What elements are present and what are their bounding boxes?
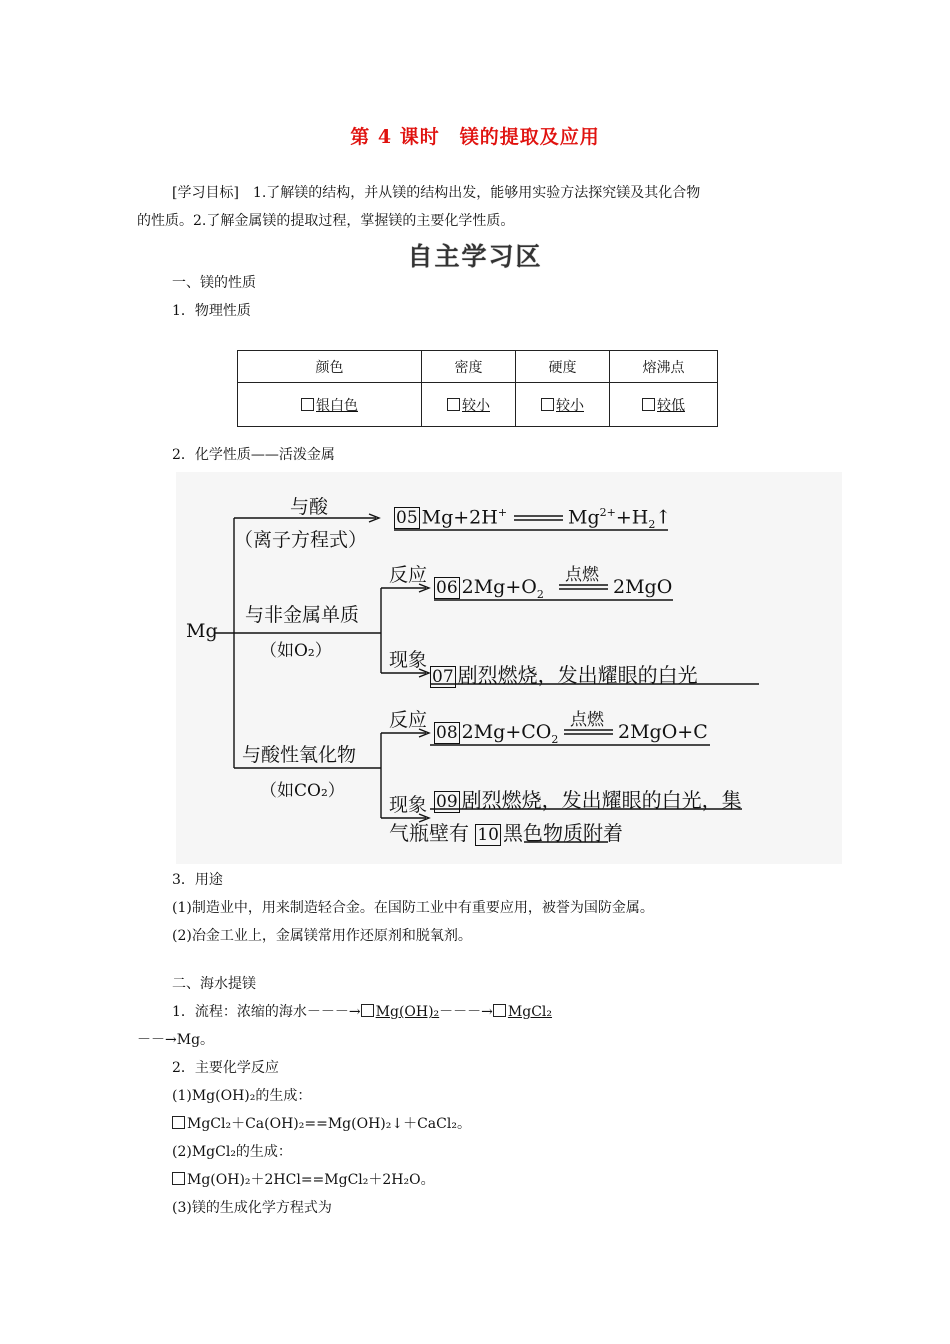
- answer-box-icon: [447, 398, 460, 411]
- nonmetal-sub: （如O₂）: [260, 641, 332, 661]
- ignition-condition: 点燃: [565, 565, 599, 585]
- reaction-label: 反应: [389, 564, 428, 586]
- reaction3-title: (3)镁的生成化学方程式为: [172, 1200, 332, 1216]
- blank-number: 07: [432, 667, 454, 687]
- co2-product: 2MgO+C: [618, 721, 708, 743]
- up-arrow-icon: ↑: [655, 506, 672, 529]
- use-1: (1)制造业中，用来制造轻合金。在国防工业中有重要应用，被誉为国防金属。: [172, 900, 654, 916]
- co2-phenomenon-line1: 09 剧烈燃烧，发出耀眼的白光，集: [436, 788, 742, 812]
- answer-box-icon: [172, 1172, 185, 1185]
- reaction1-equation: MgCl₂＋Ca(OH)₂==Mg(OH)₂↓＋CaCl₂。: [172, 1113, 471, 1133]
- table-header: 硬度: [516, 351, 610, 383]
- blank-number: 05: [396, 508, 418, 529]
- learning-goals-line2: 的性质。2.了解金属镁的提取过程，掌握镁的主要化学性质。: [137, 213, 515, 229]
- flow-line1: 1．流程：浓缩的海水－－－→ Mg(OH)₂－－－→ MgCl₂: [172, 1004, 553, 1020]
- answer-box-icon: [301, 398, 314, 411]
- table-cell: 较小: [516, 383, 610, 427]
- phenomenon-label-2: 现象: [389, 794, 428, 816]
- o2-product: 2MgO: [613, 576, 673, 598]
- reaction-label-2: 反应: [389, 709, 428, 731]
- blank-number: 09: [436, 792, 458, 812]
- section1-heading: 一、镁的性质: [172, 275, 256, 291]
- o2-equation: 06 $2Mg+O_2$: [436, 576, 544, 601]
- oxide-label: 与酸性氧化物: [242, 744, 357, 766]
- co2-equation: 08 $2Mg+CO_2$: [436, 721, 559, 746]
- answer-box-icon: [642, 398, 655, 411]
- acid-equation: 05 Mg+2H+: [396, 506, 508, 529]
- zone-title: 自主学习区: [407, 242, 543, 271]
- reaction-diagram: [176, 472, 842, 864]
- flow-line2: －－→Mg。: [137, 1032, 215, 1048]
- co2-phenomenon-line2: 气瓶壁有 10 黑色物质附着: [389, 821, 623, 845]
- table-cell: 较低: [610, 383, 718, 427]
- table-header: 密度: [422, 351, 516, 383]
- reaction2-equation: Mg(OH)₂＋2HCl==MgCl₂＋2H₂O。: [172, 1169, 435, 1189]
- reactions-heading: 2．主要化学反应: [172, 1060, 279, 1076]
- o2-phenomenon: 07 剧烈燃烧，发出耀眼的白光: [432, 663, 698, 687]
- table-cell: 银白色: [238, 383, 422, 427]
- acid-label: 与酸: [290, 496, 329, 518]
- ignition-condition-2: 点燃: [570, 710, 604, 730]
- chemical-properties-heading: 2．化学性质——活泼金属: [172, 447, 335, 463]
- section2-heading: 二、海水提镁: [172, 976, 256, 992]
- blank-number: 10: [477, 825, 499, 845]
- phenomenon-label: 现象: [389, 649, 428, 671]
- nonmetal-label: 与非金属单质: [245, 604, 360, 626]
- acid-equation-products: $Mg^{2+}+H_2↑$: [568, 506, 672, 532]
- acid-sub: （离子方程式）: [234, 529, 368, 551]
- reaction2-title: (2)MgCl₂的生成：: [172, 1144, 292, 1160]
- answer-box-icon: [361, 1004, 374, 1017]
- answer-box-icon: [541, 398, 554, 411]
- physical-properties-heading: 1．物理性质: [172, 303, 251, 319]
- use-2: (2)冶金工业上，金属镁常用作还原剂和脱氧剂。: [172, 928, 472, 944]
- answer-box-icon: [172, 1116, 185, 1129]
- physical-properties-table: [237, 350, 718, 427]
- table-header: 颜色: [238, 351, 422, 383]
- blank-number: 06: [436, 578, 458, 598]
- learning-goals-line1: [学习目标] 1.了解镁的结构，并从镁的结构出发，能够用实验方法探究镁及其化合物: [172, 185, 701, 201]
- table-cell: 较小: [422, 383, 516, 427]
- page-title: 第 4 课时 镁的提取及应用: [350, 126, 600, 148]
- root-mg: Mg: [186, 620, 218, 642]
- blank-number: 08: [436, 723, 458, 743]
- answer-box-icon: [493, 1004, 506, 1017]
- reaction1-title: (1)Mg(OH)₂的生成：: [172, 1088, 312, 1104]
- table-header: 熔沸点: [610, 351, 718, 383]
- oxide-sub: （如CO₂）: [260, 781, 345, 801]
- uses-heading: 3．用途: [172, 872, 223, 888]
